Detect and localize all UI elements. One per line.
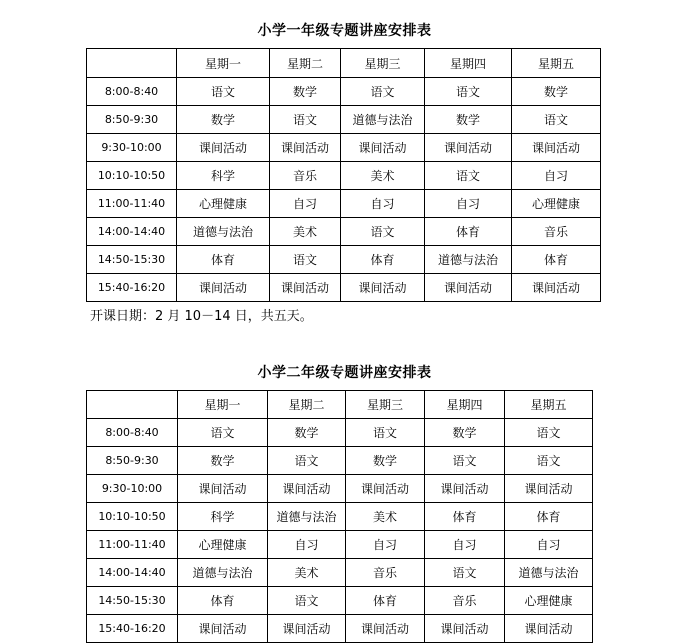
subject-cell: 数学 (268, 419, 346, 447)
table-row (87, 218, 601, 246)
subject-cell: 课间活动 (346, 475, 425, 503)
time-slot-cell: 15:40-16:20 (87, 274, 177, 302)
table-row (87, 190, 601, 218)
header-row (87, 391, 593, 419)
subject-cell: 道德与法治 (178, 559, 268, 587)
subject-cell: 科学 (177, 162, 270, 190)
table-row (87, 134, 601, 162)
subject-cell: 道德与法治 (425, 246, 512, 274)
subject-cell: 数学 (177, 106, 270, 134)
subject-cell: 自习 (425, 190, 512, 218)
subject-cell: 自习 (268, 531, 346, 559)
schedule-table-grade-2 (86, 390, 593, 643)
table-row (87, 559, 593, 587)
subject-cell: 体育 (425, 218, 512, 246)
table-row (87, 475, 593, 503)
time-slot-cell: 8:50-9:30 (87, 106, 177, 134)
subject-cell: 体育 (505, 503, 593, 531)
subject-cell: 课间活动 (178, 615, 268, 643)
table-row (87, 587, 593, 615)
subject-cell: 自习 (425, 531, 505, 559)
table-row (87, 274, 601, 302)
subject-cell: 音乐 (512, 218, 601, 246)
table-row (87, 106, 601, 134)
subject-cell: 语文 (512, 106, 601, 134)
table-1-title: 小学一年级专题讲座安排表 (257, 23, 432, 39)
subject-cell: 语文 (505, 447, 593, 475)
subject-cell: 自习 (512, 162, 601, 190)
subject-cell: 课间活动 (425, 274, 512, 302)
subject-cell: 语文 (268, 587, 346, 615)
subject-cell: 语文 (268, 447, 346, 475)
time-slot-cell: 8:50-9:30 (87, 447, 178, 475)
weekday-header: 星期三 (346, 391, 425, 419)
subject-cell: 语文 (270, 106, 341, 134)
weekday-header: 星期四 (425, 49, 512, 78)
subject-cell: 课间活动 (270, 134, 341, 162)
weekday-header: 星期五 (505, 391, 593, 419)
subject-cell: 语文 (425, 162, 512, 190)
subject-cell: 语文 (341, 218, 425, 246)
subject-cell: 数学 (270, 78, 341, 106)
weekday-header: 星期二 (270, 49, 341, 78)
subject-cell: 数学 (425, 419, 505, 447)
subject-cell: 音乐 (425, 587, 505, 615)
weekday-header: 星期一 (177, 49, 270, 78)
subject-cell: 体育 (512, 246, 601, 274)
weekday-header: 星期五 (512, 49, 601, 78)
subject-cell: 道德与法治 (341, 106, 425, 134)
header-row (87, 49, 601, 78)
weekday-header: 星期一 (178, 391, 268, 419)
time-slot-cell: 8:00-8:40 (87, 419, 178, 447)
subject-cell: 自习 (505, 531, 593, 559)
weekday-header: 星期二 (268, 391, 346, 419)
table-row (87, 162, 601, 190)
subject-cell: 语文 (270, 246, 341, 274)
table-row (87, 447, 593, 475)
subject-cell: 语文 (425, 447, 505, 475)
subject-cell: 音乐 (270, 162, 341, 190)
corner-cell (87, 391, 178, 419)
subject-cell: 体育 (178, 587, 268, 615)
time-slot-cell: 15:40-16:20 (87, 615, 178, 643)
subject-cell: 美术 (341, 162, 425, 190)
time-slot-cell: 11:00-11:40 (87, 190, 177, 218)
subject-cell: 课间活动 (268, 615, 346, 643)
subject-cell: 自习 (346, 531, 425, 559)
subject-cell: 自习 (341, 190, 425, 218)
table-row (87, 246, 601, 274)
subject-cell: 数学 (178, 447, 268, 475)
table-row (87, 78, 601, 106)
subject-cell: 心理健康 (178, 531, 268, 559)
subject-cell: 语文 (505, 419, 593, 447)
subject-cell: 课间活动 (268, 475, 346, 503)
subject-cell: 课间活动 (425, 475, 505, 503)
subject-cell: 体育 (346, 587, 425, 615)
table-row (87, 503, 593, 531)
subject-cell: 课间活动 (512, 274, 601, 302)
time-slot-cell: 9:30-10:00 (87, 134, 177, 162)
subject-cell: 音乐 (346, 559, 425, 587)
time-slot-cell: 14:50-15:30 (87, 246, 177, 274)
subject-cell: 语文 (425, 559, 505, 587)
subject-cell: 心理健康 (512, 190, 601, 218)
time-slot-cell: 8:00-8:40 (87, 78, 177, 106)
subject-cell: 体育 (341, 246, 425, 274)
table-2-title: 小学二年级专题讲座安排表 (257, 365, 432, 381)
subject-cell: 心理健康 (505, 587, 593, 615)
subject-cell: 道德与法治 (268, 503, 346, 531)
subject-cell: 体育 (177, 246, 270, 274)
time-slot-cell: 11:00-11:40 (87, 531, 178, 559)
subject-cell: 课间活动 (425, 134, 512, 162)
subject-cell: 课间活动 (346, 615, 425, 643)
subject-cell: 道德与法治 (505, 559, 593, 587)
subject-cell: 语文 (341, 78, 425, 106)
course-date-note: 开课日期：2 月 10－14 日，共五天。 (90, 309, 313, 324)
corner-cell (87, 49, 177, 78)
subject-cell: 心理健康 (177, 190, 270, 218)
subject-cell: 美术 (346, 503, 425, 531)
weekday-header: 星期四 (425, 391, 505, 419)
subject-cell: 体育 (425, 503, 505, 531)
time-slot-cell: 14:50-15:30 (87, 587, 178, 615)
subject-cell: 语文 (177, 78, 270, 106)
subject-cell: 课间活动 (341, 134, 425, 162)
subject-cell: 数学 (346, 447, 425, 475)
subject-cell: 语文 (425, 78, 512, 106)
subject-cell: 课间活动 (512, 134, 601, 162)
subject-cell: 课间活动 (341, 274, 425, 302)
time-slot-cell: 10:10-10:50 (87, 162, 177, 190)
subject-cell: 课间活动 (177, 274, 270, 302)
subject-cell: 课间活动 (270, 274, 341, 302)
subject-cell: 课间活动 (178, 475, 268, 503)
subject-cell: 数学 (425, 106, 512, 134)
schedule-table-grade-1 (86, 48, 601, 302)
subject-cell: 美术 (270, 218, 341, 246)
weekday-header: 星期三 (341, 49, 425, 78)
time-slot-cell: 10:10-10:50 (87, 503, 178, 531)
subject-cell: 科学 (178, 503, 268, 531)
subject-cell: 语文 (178, 419, 268, 447)
table-row (87, 615, 593, 643)
subject-cell: 课间活动 (505, 475, 593, 503)
table-row (87, 531, 593, 559)
subject-cell: 美术 (268, 559, 346, 587)
time-slot-cell: 14:00-14:40 (87, 218, 177, 246)
subject-cell: 课间活动 (177, 134, 270, 162)
time-slot-cell: 14:00-14:40 (87, 559, 178, 587)
subject-cell: 语文 (346, 419, 425, 447)
subject-cell: 道德与法治 (177, 218, 270, 246)
subject-cell: 课间活动 (425, 615, 505, 643)
table-row (87, 419, 593, 447)
time-slot-cell: 9:30-10:00 (87, 475, 178, 503)
subject-cell: 数学 (512, 78, 601, 106)
subject-cell: 课间活动 (505, 615, 593, 643)
subject-cell: 自习 (270, 190, 341, 218)
